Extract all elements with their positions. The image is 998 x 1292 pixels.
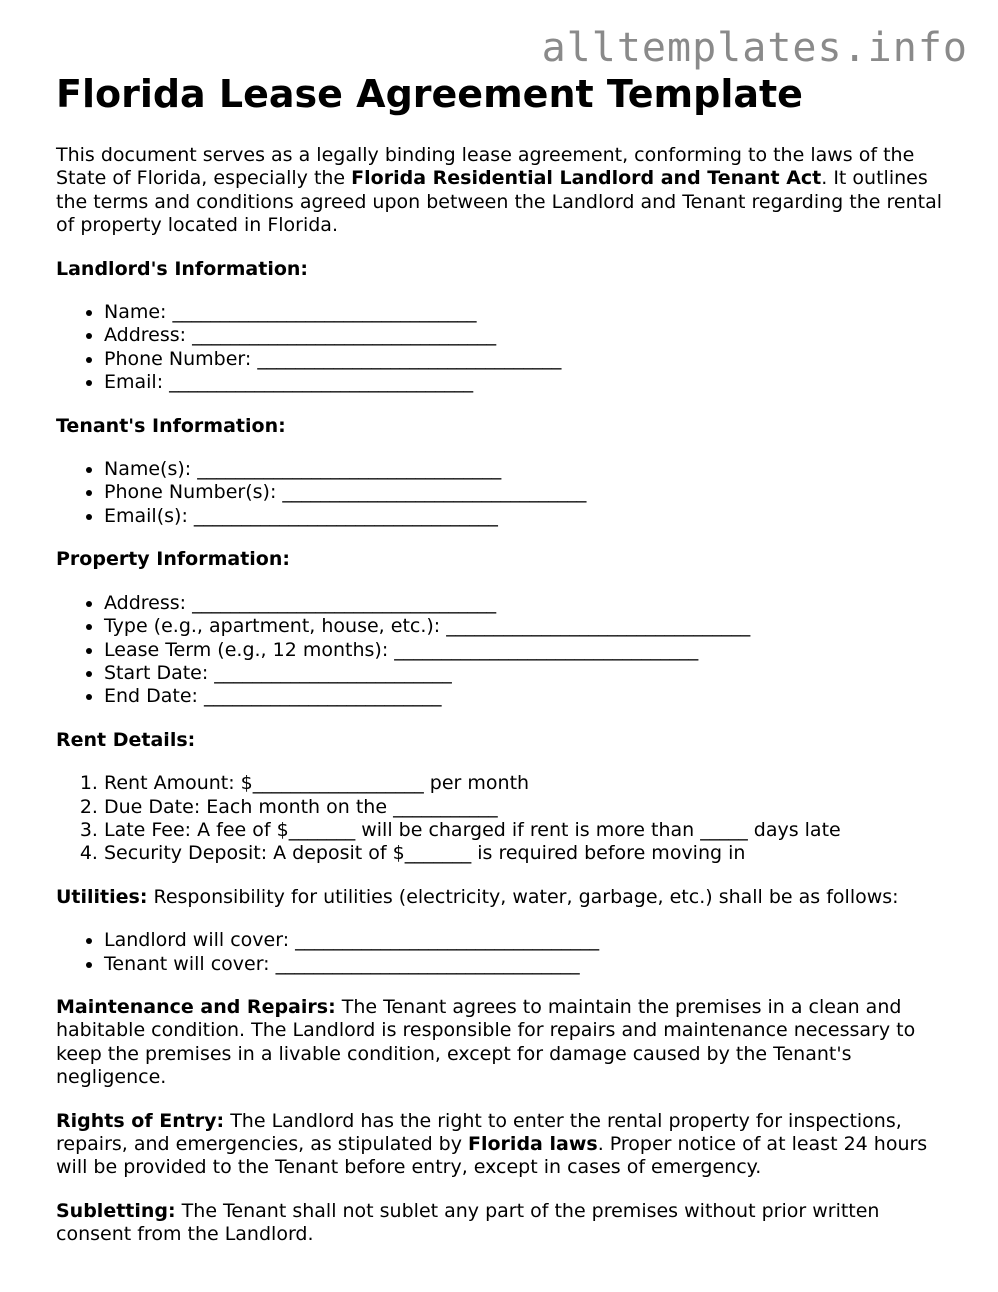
utilities-label: Utilities: [56,885,148,908]
property-end-date-field: • End Date: _________________________ [104,685,946,708]
maintenance-label: Maintenance and Repairs: [56,995,336,1018]
maintenance-text: The Tenant agrees to maintain the premises in a clean and habitable condition. The Landlord is responsible for repairs and maintenance necessary to keep the premises in a livable condition, except for damage caused by the Tenant's negligence. [56,995,916,1089]
landlord-heading: Landlord's Information: [56,257,309,280]
entry-laws: Florida laws [468,1133,598,1155]
intro-paragraph [56,144,946,238]
rent-amount-field: 1. Rent Amount: $__________________ per month [104,772,946,795]
subletting-paragraph [56,1200,946,1247]
entry-text-1: The Landlord has the right to enter the rental property for inspections, repairs, and emergencies, as stipulated by [56,1109,902,1155]
tenant-list [56,458,946,528]
entry-text-2: . Proper notice of at least 24 hours will be provided to the Tenant before entry, except in cases of emergency. [56,1133,928,1179]
property-type-field: • Type (e.g., apartment, house, etc.): ________________________________ [104,615,946,638]
landlord-list [56,301,946,395]
landlord-email-field: • Email: ________________________________ [104,371,946,394]
subletting-text: The Tenant shall not sublet any part of the premises without prior written consent from the Landlord. [56,1199,880,1246]
rent-heading: Rent Details: [56,728,196,751]
tenant-phone-field: • Phone Number(s): ________________________________ [104,481,946,504]
intro-act-name: Florida Residential Landlord and Tenant Act [351,167,822,190]
watermark-text: alltemplates.info [541,25,968,71]
landlord-name-field: • Name: ________________________________ [104,301,946,324]
document-title: Florida Lease Agreement Template [56,72,803,116]
property-heading: Property Information: [56,548,290,571]
entry-label: Rights of Entry: [56,1109,225,1132]
rent-list [56,772,946,866]
utilities-list [56,929,946,976]
rent-security-deposit-field: 4. Security Deposit: A deposit of $_______ is required before moving in [104,842,946,865]
utilities-landlord-field: • Landlord will cover: ________________________________ [104,929,946,952]
entry-paragraph [56,1110,946,1180]
tenant-email-field: • Email(s): ________________________________ [104,505,946,528]
utilities-text: Responsibility for utilities (electricity, water, garbage, etc.) shall be as follows: [147,885,899,908]
rent-late-fee-field: 3. Late Fee: A fee of $_______ will be charged if rent is more than _____ days late [104,819,946,842]
property-list [56,592,946,709]
document-page [56,70,946,1247]
landlord-phone-field: • Phone Number: ________________________________ [104,348,946,371]
property-lease-term-field: • Lease Term (e.g., 12 months): ________________________________ [104,639,946,662]
tenant-name-field: • Name(s): ________________________________ [104,458,946,481]
intro-text-1: This document serves as a legally binding lease agreement, conforming to the laws of the State of Florida, especially the [56,144,915,190]
maintenance-paragraph [56,996,946,1090]
intro-text-2: . It outlines the terms and conditions agreed upon between the Landlord and Tenant regarding the rental of property located in Florida. [56,167,943,237]
subletting-label: Subletting: [56,1199,176,1222]
utilities-paragraph [56,886,946,909]
utilities-tenant-field: • Tenant will cover: ________________________________ [104,953,946,976]
property-address-field: • Address: ________________________________ [104,592,946,615]
rent-due-date-field: 2. Due Date: Each month on the ___________ [104,796,946,819]
landlord-address-field: • Address: ________________________________ [104,324,946,347]
property-start-date-field: • Start Date: _________________________ [104,662,946,685]
tenant-heading: Tenant's Information: [56,414,286,437]
